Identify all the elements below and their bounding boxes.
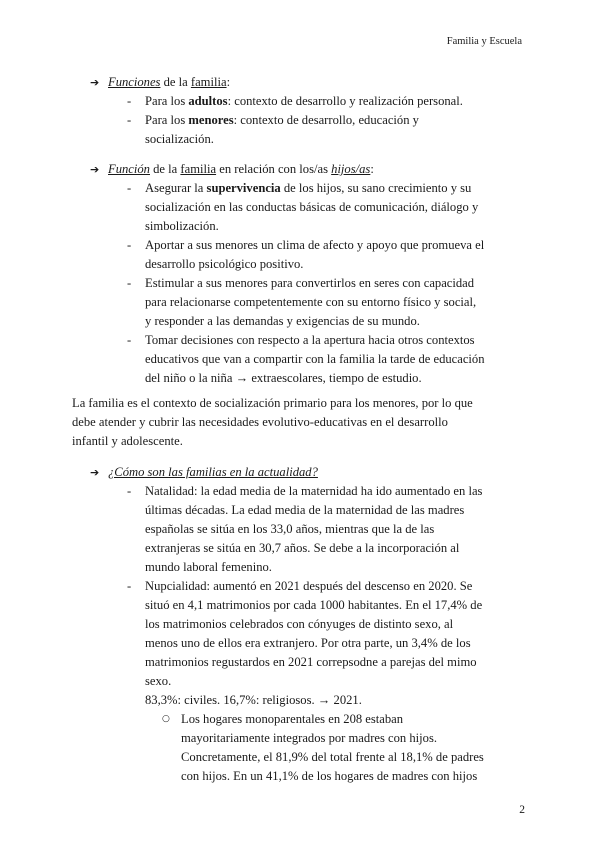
arrow-bullet-icon: ➔ [90,163,100,176]
list-item: - Nupcialidad: aumentó en 2021 después del descenso en 2020. Se situó en 4,1 matrimonios por cada 1000 habitantes. En el 17,4% de los matrimonios celebrados con cónyuges de distinto sexo, al menos uno de ellos era extranjero. Por otra parte, un 3,4% de los matrimonios regustardos en 2021 correpsodne a parejas del mimo sexo. [127,579,483,688]
circle-bullet-icon: ○ [162,714,170,724]
list-item: - Tomar decisiones con respecto a la apertura hacia otros contextos educativos que van a compartir con la familia la tarde de educación del niño o la niña → extraescolares, tiempo de estudio. [127,333,485,385]
list-item: - Asegurar la supervivencia de los hijos, su sano crecimiento y su socialización en las conductas básicas de comunicación, diálogo y simbolización. [127,181,479,233]
section-heading: ➔ Función de la familia en relación con los/as hijos/as: [0,160,600,179]
statistic-line: 83,3%: civiles. 16,7%: religiosos. → 2021. [145,693,362,707]
section-heading: ➔ ¿Cómo son las familias en la actualidad? [0,463,600,482]
sub-list-item: ○ Los hogares monoparentales en 208 estaban mayoritariamente integrados por madres con hijos. Concretamente, el 81,9% del total frente al 18,1% de padres con hijos. En un 41,1% de los hogares de madres con hijos [162,712,484,783]
list-item: - Para los adultos: contexto de desarrollo y realización personal. [127,94,463,108]
page-number: 2 [519,804,525,816]
section-heading: ➔ Funciones de la familia: [0,73,600,92]
list-item: - Natalidad: la edad media de la maternidad ha ido aumentado en las últimas décadas. La edad media de la maternidad de las madres españolas se sitúa en los 33,0 años, mientras que la de las extranjeras se sitúa en 30,7 años. Se debe a la incorporación al mundo laboral femenino. [127,484,483,574]
list-item: - Estimular a sus menores para convertirlos en seres con capacidad para relacionarse competentemente con su entorno físico y social, y responder a las demandas y exigencias de su mundo. [127,276,477,328]
section-funciones [0,73,600,149]
body-paragraph: La familia es el contexto de socialización primario para los menores, por lo que debe atender y cubrir las necesidades evolutivo-educativas en el desarrollo infantil y adolescente. [72,396,473,448]
section-familias-actualidad [0,463,600,786]
arrow-bullet-icon: ➔ [90,76,100,89]
arrow-bullet-icon: ➔ [90,466,100,479]
list-item: - Para los menores: contexto de desarrollo, educación y socialización. [127,113,419,146]
section-funcion-hijos [0,160,600,388]
list-item: - Aportar a sus menores un clima de afecto y apoyo que promueva el desarrollo psicológico positivo. [127,238,485,271]
page-header: Familia y Escuela [446,36,522,47]
